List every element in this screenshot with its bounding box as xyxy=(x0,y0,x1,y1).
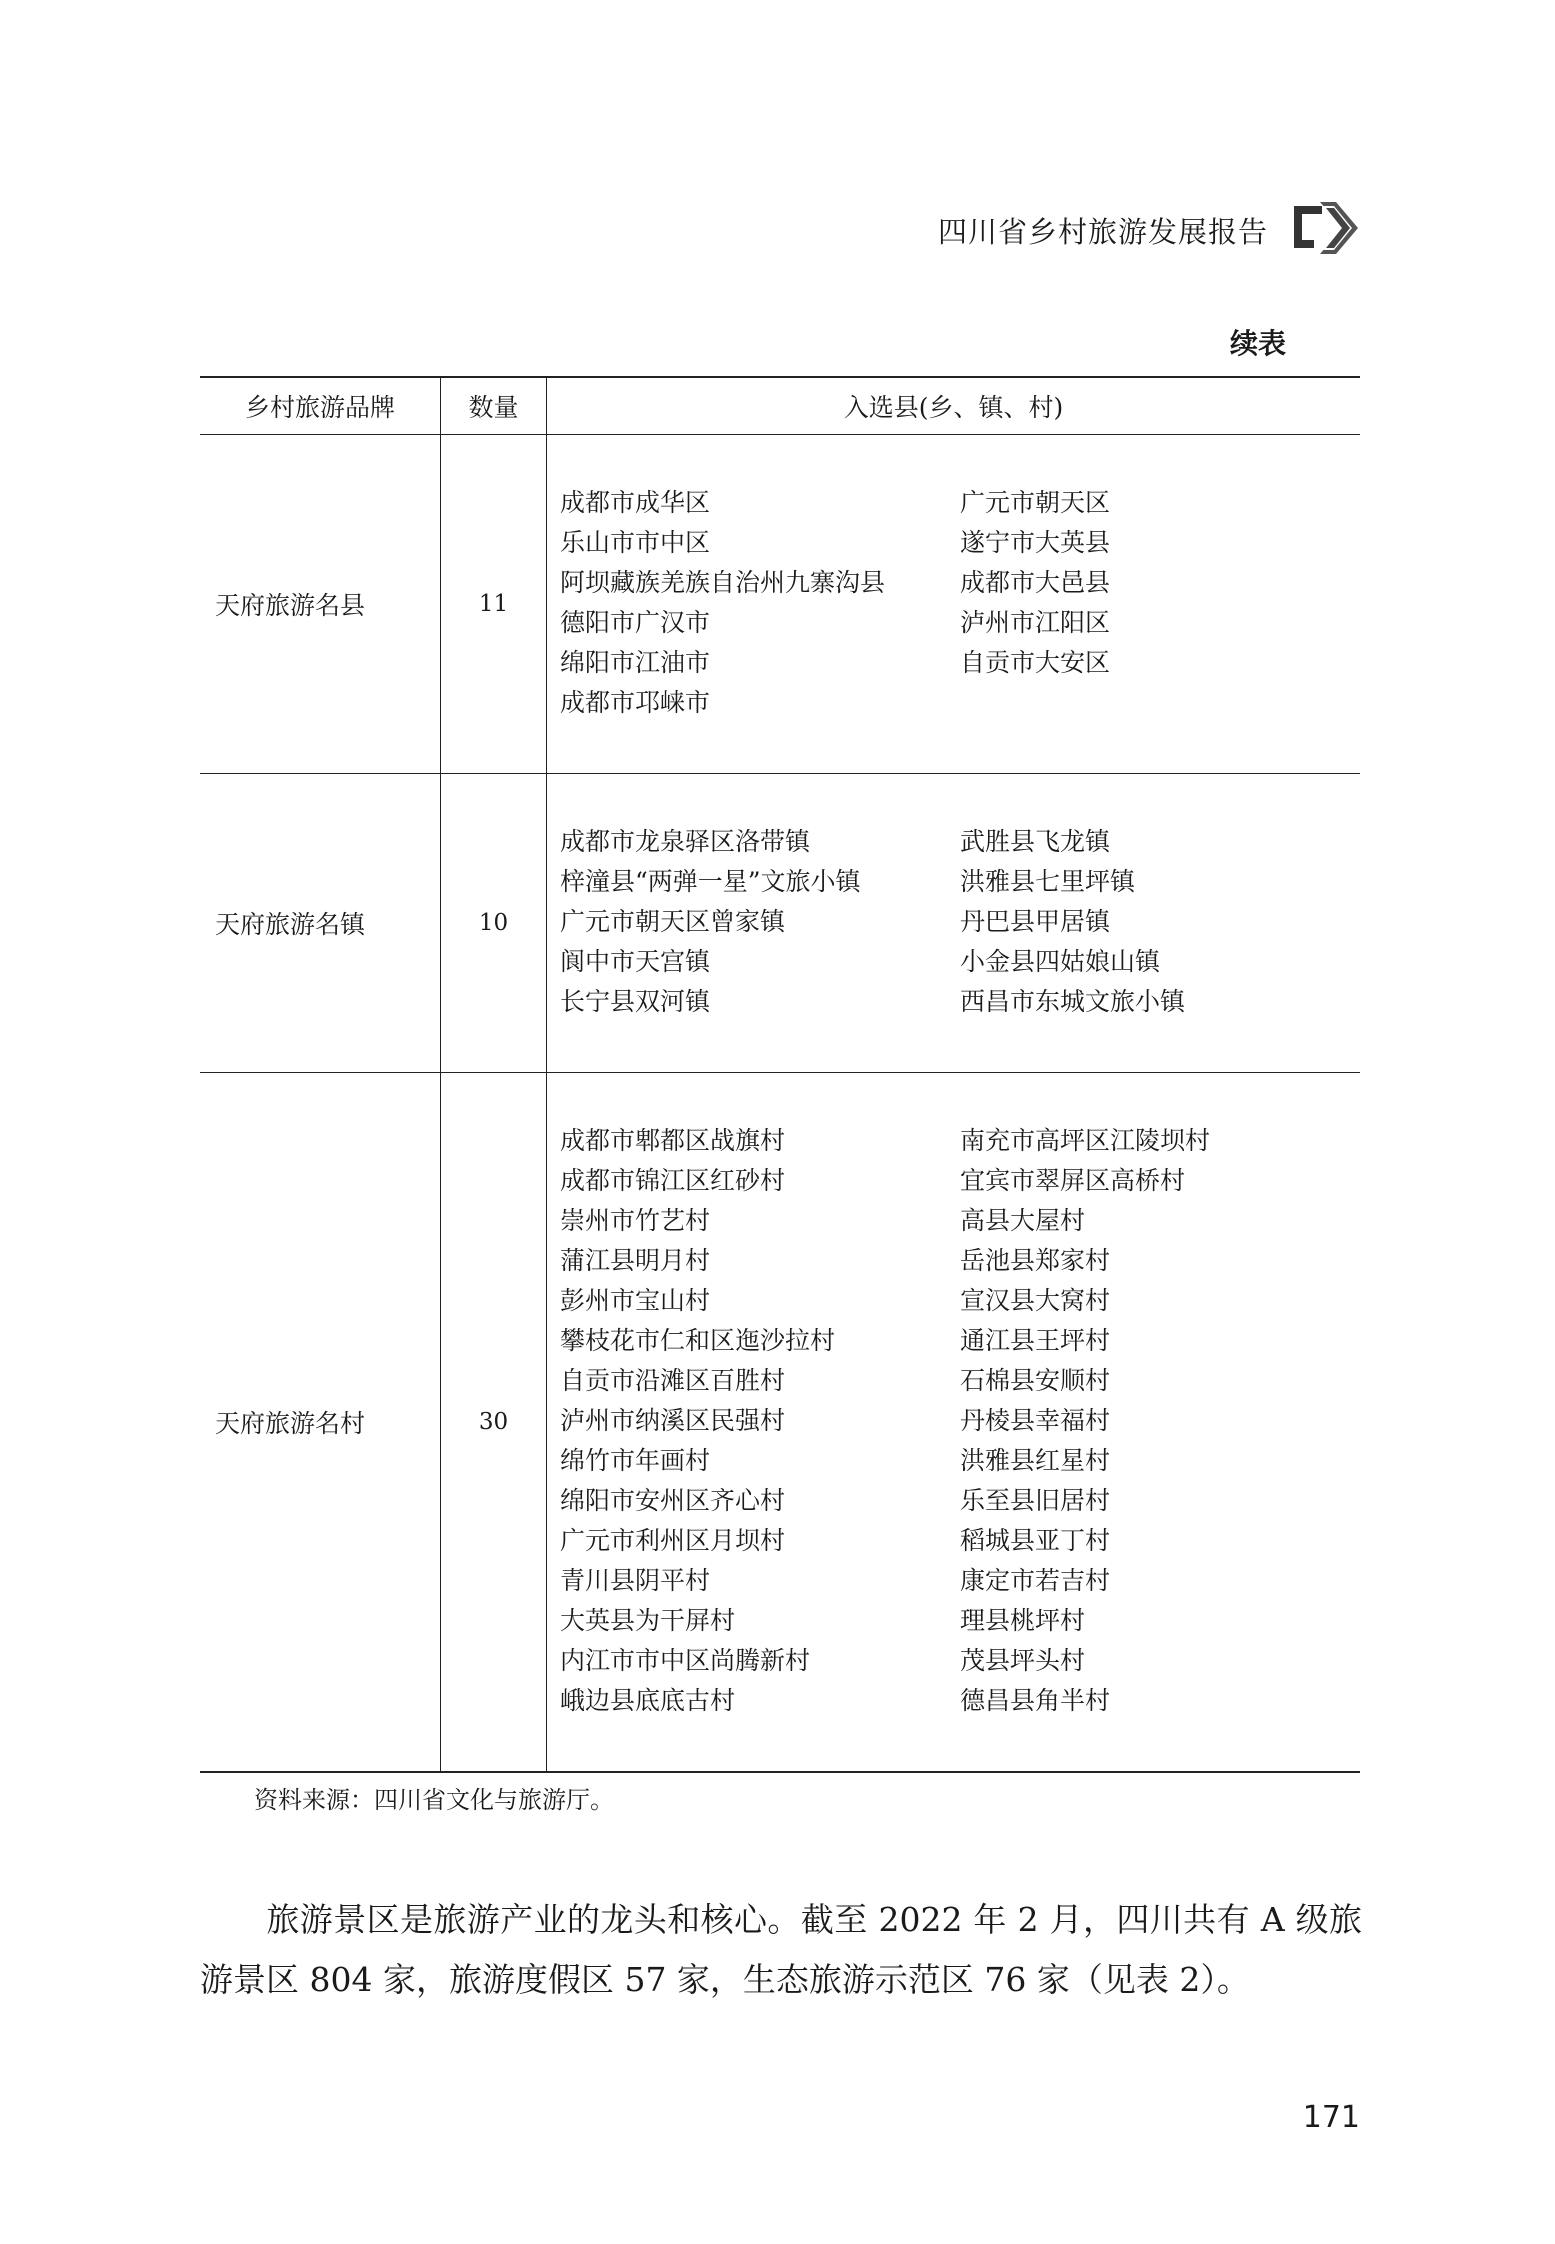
list-item: 阆中市天宫镇 xyxy=(560,947,711,976)
selected-list-right-column xyxy=(960,483,1360,723)
list-item: 武胜县飞龙镇 xyxy=(960,827,1111,856)
list-item: 崇州市竹艺村 xyxy=(560,1206,711,1235)
list-item: 德昌县角半村 xyxy=(960,1686,1111,1715)
list-item: 阿坝藏族羌族自治州九寨沟县 xyxy=(560,568,886,597)
list-item: 小金县四姑娘山镇 xyxy=(960,947,1161,976)
list-item: 泸州市江阳区 xyxy=(960,608,1111,637)
list-item: 成都市龙泉驿区洛带镇 xyxy=(560,827,811,856)
list-item: 峨边县底底古村 xyxy=(560,1686,736,1715)
list-item: 康定市若吉村 xyxy=(960,1566,1111,1595)
list-item: 洪雅县红星村 xyxy=(960,1446,1111,1475)
list-item: 宜宾市翠屏区高桥村 xyxy=(960,1166,1186,1195)
list-item: 广元市利州区月坝村 xyxy=(560,1526,786,1555)
list-item: 德阳市广汉市 xyxy=(560,608,711,637)
brand-cell: 天府旅游名村 xyxy=(200,1073,440,1773)
list-item: 高县大屋村 xyxy=(960,1206,1086,1235)
list-item: 南充市高坪区江陵坝村 xyxy=(960,1126,1211,1155)
list-item: 绵阳市安州区齐心村 xyxy=(560,1486,786,1515)
list-item: 通江县王坪村 xyxy=(960,1326,1111,1355)
table-row xyxy=(200,435,1360,774)
selected-list-columns xyxy=(560,822,1360,1022)
list-item: 成都市郫都区战旗村 xyxy=(560,1126,786,1155)
running-header xyxy=(900,198,1360,258)
list-item: 青川县阴平村 xyxy=(560,1566,711,1595)
selected-list-left-column xyxy=(560,483,960,723)
count-cell: 10 xyxy=(440,774,546,1073)
list-item: 蒲江县明月村 xyxy=(560,1246,711,1275)
list-item: 长宁县双河镇 xyxy=(560,987,711,1016)
list-item: 稻城县亚丁村 xyxy=(960,1526,1111,1555)
list-item: 成都市大邑县 xyxy=(960,568,1111,597)
list-item: 西昌市东城文旅小镇 xyxy=(960,987,1186,1016)
list-item: 大英县为干屏村 xyxy=(560,1606,736,1635)
list-item: 内江市市中区尚腾新村 xyxy=(560,1646,811,1675)
table-row xyxy=(200,1073,1360,1773)
list-item: 成都市锦江区红砂村 xyxy=(560,1166,786,1195)
table-row xyxy=(200,774,1360,1073)
list-item: 成都市邛崃市 xyxy=(560,688,711,717)
body-paragraph xyxy=(200,1890,1362,2010)
body-paragraph-text: 旅游景区是旅游产业的龙头和核心。截至 2022 年 2 月，四川共有 A 级旅游景区 804 家，旅游度假区 57 家，生态旅游示范区 76 家（见表 2）。 xyxy=(200,1900,1362,1999)
selected-list-right-column xyxy=(960,822,1360,1022)
list-item: 洪雅县七里坪镇 xyxy=(960,867,1136,896)
list-item: 丹巴县甲居镇 xyxy=(960,907,1111,936)
selected-list-columns xyxy=(560,1121,1360,1721)
list-item: 攀枝花市仁和区迤沙拉村 xyxy=(560,1326,836,1355)
count-cell: 11 xyxy=(440,435,546,774)
list-item: 乐至县旧居村 xyxy=(960,1486,1111,1515)
list-item: 梓潼县“两弹一星”文旅小镇 xyxy=(560,867,861,896)
selected-list-left-column xyxy=(560,1121,960,1721)
selected-list-right-column xyxy=(960,1121,1360,1721)
table-source-note: 资料来源：四川省文化与旅游厅。 xyxy=(254,1786,614,1814)
list-item: 绵竹市年画村 xyxy=(560,1446,711,1475)
list-item: 宣汉县大窝村 xyxy=(960,1286,1111,1315)
list-item: 茂县坪头村 xyxy=(960,1646,1086,1675)
count-cell: 30 xyxy=(440,1073,546,1773)
selected-list-columns xyxy=(560,483,1360,723)
brand-cell: 天府旅游名镇 xyxy=(200,774,440,1073)
list-item: 成都市成华区 xyxy=(560,488,711,517)
list-item: 遂宁市大英县 xyxy=(960,528,1111,557)
running-header-title: 四川省乡村旅游发展报告 xyxy=(937,215,1268,249)
selected-list-cell xyxy=(547,435,1361,774)
header-brand: 乡村旅游品牌 xyxy=(200,377,440,435)
list-item: 岳池县郑家村 xyxy=(960,1246,1111,1275)
list-item: 广元市朝天区曾家镇 xyxy=(560,907,786,936)
continued-label: 续表 xyxy=(1230,327,1287,360)
list-item: 乐山市市中区 xyxy=(560,528,711,557)
list-item: 彭州市宝山村 xyxy=(560,1286,711,1315)
list-item: 丹棱县幸福村 xyxy=(960,1406,1111,1435)
list-item: 自贡市大安区 xyxy=(960,648,1111,677)
selected-list-cell xyxy=(547,774,1361,1073)
chevron-arrow-logo-icon xyxy=(1292,198,1360,258)
header-selected: 入选县(乡、镇、村) xyxy=(547,377,1361,435)
list-item: 理县桃坪村 xyxy=(960,1606,1086,1635)
list-item: 石棉县安顺村 xyxy=(960,1366,1111,1395)
rural-tourism-table xyxy=(200,376,1360,1773)
selected-list-left-column xyxy=(560,822,960,1022)
list-item: 自贡市沿滩区百胜村 xyxy=(560,1366,786,1395)
list-item: 泸州市纳溪区民强村 xyxy=(560,1406,786,1435)
table-header-row xyxy=(200,377,1360,435)
header-count: 数量 xyxy=(440,377,546,435)
list-item: 广元市朝天区 xyxy=(960,488,1111,517)
selected-list-cell xyxy=(547,1073,1361,1773)
list-item: 绵阳市江油市 xyxy=(560,648,711,677)
page-number: 171 xyxy=(1302,2100,1360,2135)
brand-cell: 天府旅游名县 xyxy=(200,435,440,774)
